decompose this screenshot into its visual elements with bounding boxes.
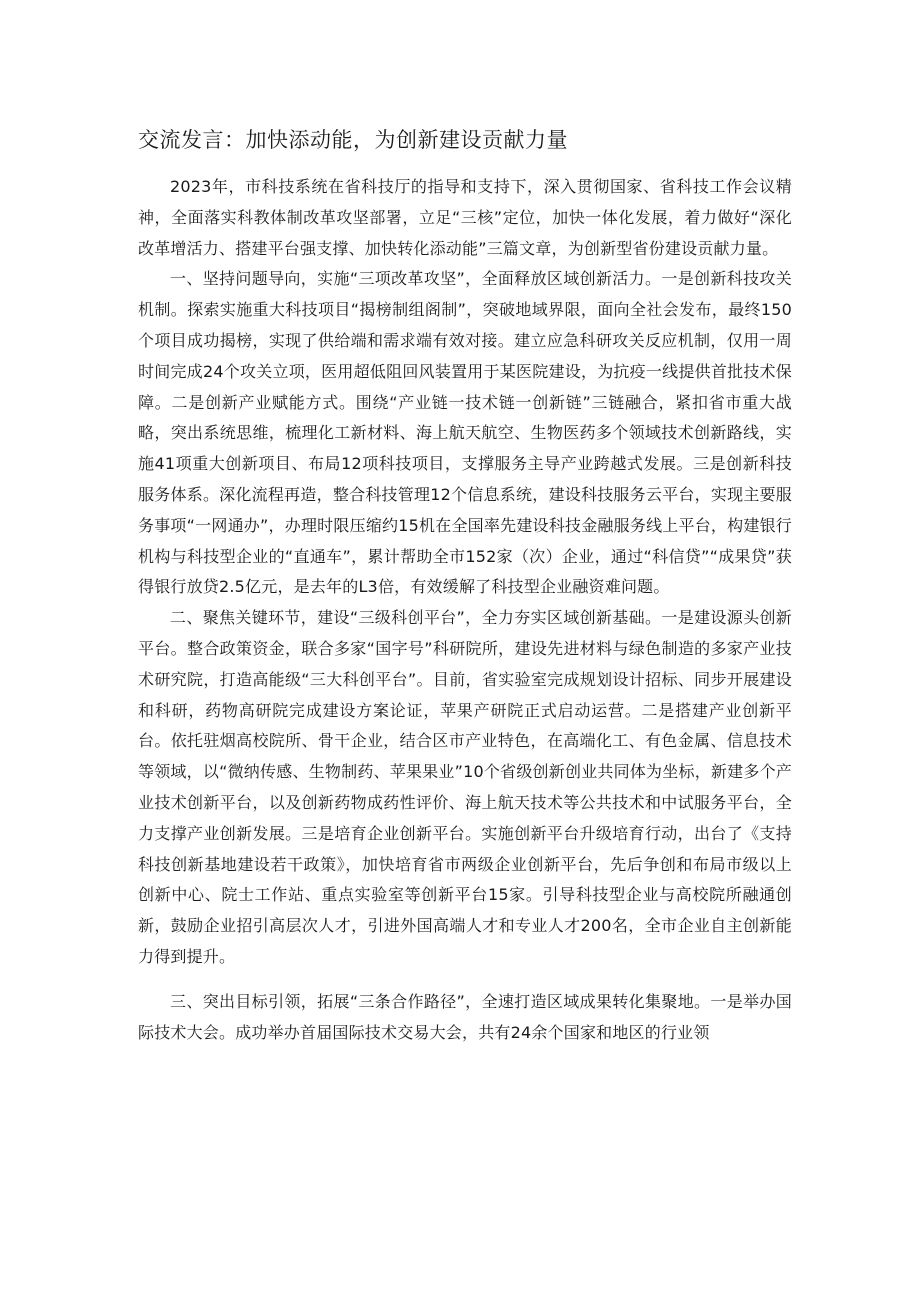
paragraph-intro: 2023年，市科技系统在省科技厅的指导和支持下，深入贯彻国家、省科技工作会议精神，全面落实科教体制改革攻坚部署，立足“三核”定位，加快一体化发展，着力做好“深化改革增活力、搭建平台强支撑、加快转化添动能”三篇文章，为创新型省份建设贡献力量。: [138, 177, 792, 258]
paragraph-section-1: 一、坚持问题导向，实施“三项改革攻坚”，全面释放区域创新活力。一是创新科技攻关机制。探索实施重大科技项目“揭榜制组阁制”，突破地域界限，面向全社会发布，最终150个项目成功揭榜，实现了供给端和需求端有效对接。建立应急科研攻关反应机制，仅用一周时间完成24个攻关立项，医用超低阻回风装置用于某医院建设，为抗疫一线提供首批技术保障。二是创新产业赋能方式。围绕“产业链一技术链一创新链”三链融合，紧扣省市重大战略，突出系统思维，梳理化工新材料、海上航天航空、生物医药多个领域技术创新路线，实施41项重大创新项目、布局12项科技项目，支撑服务主导产业跨越式发展。三是创新科技服务体系。深化流程再造，整合科技管理12个信息系统，建设科技服务云平台，实现主要服务事项“一网通办”，办理时限压缩约15机在全国率先建设科技金融服务线上平台，构建银行机构与科技型企业的“直通车”，累计帮助全市152家（次）企业，通过“科信贷”“成果贷”获得银行放贷2.5亿元，是去年的L3倍，有效缓解了科技型企业融资难问题。: [138, 269, 792, 597]
paragraph-section-3: 三、突出目标引领，拓展“三条合作路径”，全速打造区域成果转化集聚地。一是举办国际技术大会。成功举办首届国际技术交易大会，共有24余个国家和地区的行业领: [138, 991, 792, 1042]
document-body: [138, 172, 792, 1048]
document-title: 交流发言：加快添动能，为创新建设贡献力量: [138, 128, 568, 152]
paragraph-section-2: 二、聚焦关键环节，建设“三级科创平台”，全力夯实区域创新基础。一是建设源头创新平台。整合政策资金，联合多家“国字号”科研院所，建设先进材料与绿色制造的多家产业技术研究院，打造高能级“三大科创平台”。目前，省实验室完成规划设计招标、同步开展建设和科研，药物高研院完成建设方案论证，苹果产研院正式启动运营。二是搭建产业创新平台。依托驻烟高校院所、骨干企业，结合区市产业特色，在高端化工、有色金属、信息技术等领域，以“微纳传感、生物制药、苹果果业”10个省级创新创业共同体为坐标，新建多个产业技术创新平台，以及创新药物成药性评价、海上航天技术等公共技术和中试服务平台，全力支撑产业创新发展。三是培育企业创新平台。实施创新平台升级培育行动，出台了《支持科技创新基地建设若干政策》，加快培育省市两级企业创新平台，先后争创和布局市级以上创新中心、院士工作站、重点实验室等创新平台15家。引导科技型企业与高校院所融通创新，鼓励企业招引高层次人才，引进外国高端人才和专业人才200名，全市企业自主创新能力得到提升。: [138, 608, 792, 966]
